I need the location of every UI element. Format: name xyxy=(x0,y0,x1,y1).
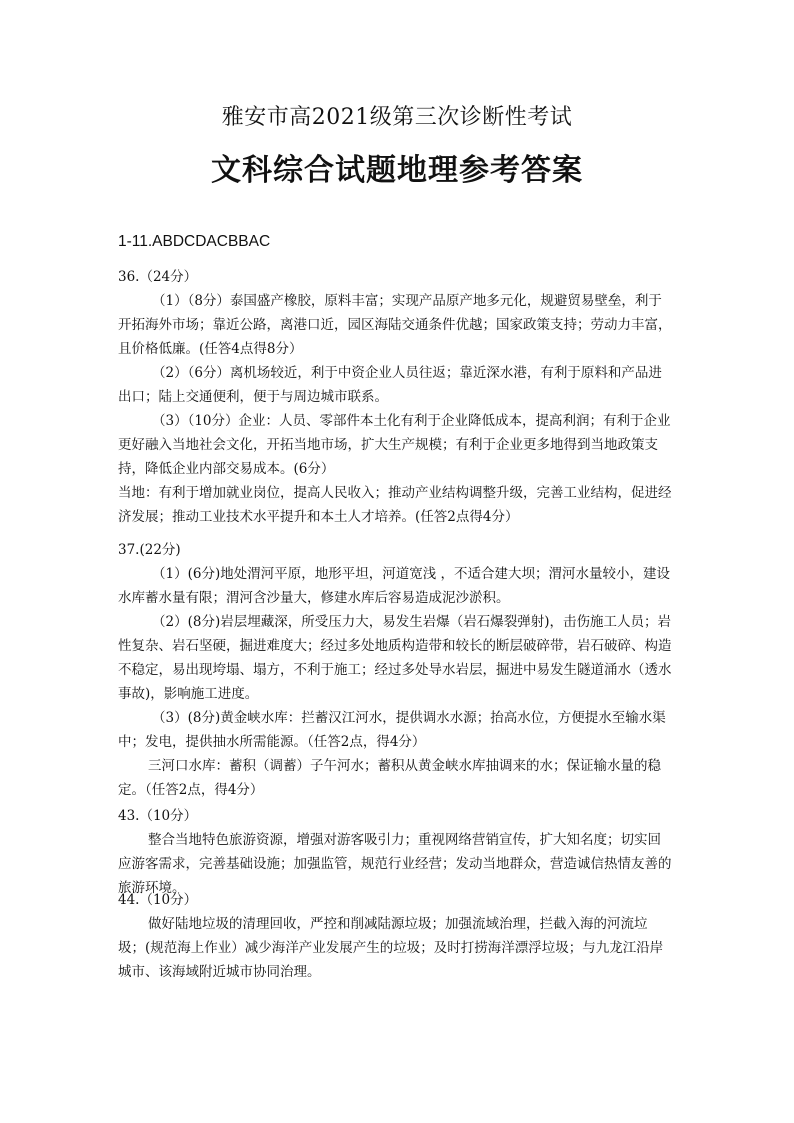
q36-heading: 36.（24分） xyxy=(118,269,198,285)
q43-answer: 整合当地特色旅游资源，增强对游客吸引力；重视网络营销宣传，扩大知名度；切实回应游客需求，完善基础设施；加强监管，规范行业经营；发动当地群众，营造诚信热情友善的旅游环境。 xyxy=(118,832,672,896)
exam-title: 雅安市高2021级第三次诊断性考试 xyxy=(221,105,573,130)
q36-part1: （1）（8分）泰国盛产橡胶，原料丰富；实现产品原产地多元化，规避贸易壁垒，利于开拓海外市场；靠近公路，离港口近，园区海陆交通条件优越；国家政策支持；劳动力丰富，且价格低廉。(任答4点得8分） xyxy=(118,293,672,357)
q37-part3: （3）(8分)黄金峡水库：拦蓄汉江河水，提供调水水源；抬高水位，方便提水至输水渠中；发电，提供抽水所需能源。（任答2点，得4分） xyxy=(118,710,666,750)
question-37 xyxy=(118,538,674,802)
question-44 xyxy=(118,888,674,984)
q37-part2: （2）(8分)岩层埋藏深，所受压力大，易发生岩爆（岩石爆裂弹射)，击伤施工人员；岩性复杂、岩石坚硬，掘进难度大；经过多处地质构造带和较长的断层破碎带，岩石破碎、构造不稳定，易出现垮塌、塌方，不利于施工；经过多处导水岩层，掘进中易发生隧道涌水（透水事故)，影响施工进度。 xyxy=(118,614,672,702)
q44-heading: 44.（10分） xyxy=(118,892,198,908)
q37-part3-sanhekou: 三河口水库：蓄积（调蓄）子午河水；蓄积从黄金峡水库抽调来的水；保证输水量的稳定。（任答2点，得4分） xyxy=(118,758,661,798)
q43-heading: 43.（10分） xyxy=(118,808,198,824)
q37-heading: 37.(22分) xyxy=(118,542,181,558)
q37-part1: （1）(6分)地处渭河平原，地形平坦，河道宽浅 ，不适合建大坝；渭河水量较小，建设水库蓄水量有限；渭河含沙量大，修建水库后容易造成泥沙淤积。 xyxy=(118,566,671,606)
q36-part3: （3）（10分）企业：人员、零部件本土化有利于企业降低成本，提高利润；有利于企业更好融入当地社会文化，开拓当地市场，扩大生产规模；有利于企业更多地得到当地政策支持，降低企业内部交易成本。(6分） xyxy=(118,413,671,477)
q36-part2: （2）（6分）离机场较近，利于中资企业人员往返；靠近深水港，有利于原料和产品进出口；陆上交通便利，便于与周边城市联系。 xyxy=(118,365,662,405)
q36-part3-local: 当地：有利于增加就业岗位，提高人民收入；推动产业结构调整升级，完善工业结构，促进经济发展；推动工业技术水平提升和本土人才培养。(任答2点得4分） xyxy=(118,485,672,525)
multiple-choice-answers: 1-11.ABDCDACBBAC xyxy=(118,233,271,250)
question-36 xyxy=(118,265,674,529)
question-43 xyxy=(118,804,674,900)
answer-key-title: 文科综合试题地理参考答案 xyxy=(211,153,583,188)
q44-answer: 做好陆地垃圾的清理回收，严控和削减陆源垃圾；加强流域治理，拦截入海的河流垃圾；(规范海上作业）减少海洋产业发展产生的垃圾；及时打捞海洋漂浮垃圾；与九龙江沿岸城市、该海域附近城市协同治理。 xyxy=(118,916,664,980)
